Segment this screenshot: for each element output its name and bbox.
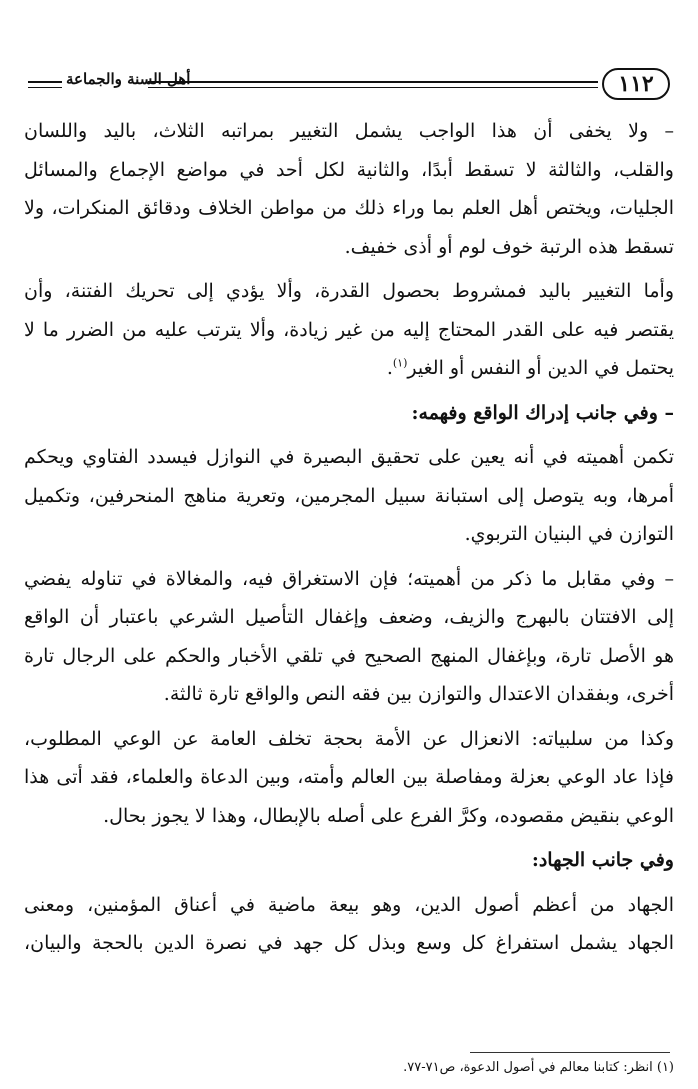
line-tail: . (386, 357, 393, 379)
text-line: التوازن في البنيان التربوي. (464, 523, 674, 545)
page-header (28, 64, 670, 108)
text-line: إلى الافتتان بالبهرج والزيف، وضعف وإغفال التأصيل الشرعي باعتبار أن الواقع (24, 606, 674, 628)
text-line: – ولا يخفى أن هذا الواجب يشمل التغيير بمراتبه الثلاث، باليد واللسان (24, 120, 674, 142)
text-line: الجهاد من أعظم أصول الدين، وهو بيعة ماضية في أعناق المؤمنين، ومعنى (24, 893, 674, 916)
text-line (24, 349, 674, 388)
footnote-ref[interactable]: (١) (392, 356, 408, 370)
text-line: والقلب، والثالثة لا تسقط أبدًا، والثانية لكل أحد في مواضع الإجماع والمسائل (24, 158, 674, 181)
header-rule (148, 81, 598, 88)
section-heading: – وفي جانب إدراك الواقع وفهمه: (411, 401, 674, 424)
text-line: هو الأصل تارة، وبإغفال المنهج الصحيح في تلقي الأخبار والحكم على الرجال تارة (24, 644, 674, 667)
text-line: الجليات، ويختص أهل العلم بما وراء ذلك من مواطن الخلاف ودقائق المنكرات، ولا (24, 197, 674, 219)
text-line: أمرها، وبه يتوصل إلى استبانة سبيل المجرمين، وتعرية مناهج المنحرفين، وتكميل (24, 484, 674, 507)
paragraph (24, 720, 674, 836)
text-line: الجهاد يشمل استفراغ كل وسع وبذل كل جهد في نصرة الدين بالحجة والبيان، (24, 932, 674, 954)
page-body (24, 112, 674, 969)
paragraph (24, 886, 674, 963)
header-rule-short (28, 81, 62, 88)
text-line: الوعي بنقيض مقصوده، وكرَّ الفرع على أصله بالإبطال، وهذا لا يجوز بحال. (103, 804, 674, 827)
section-heading: وفي جانب الجهاد: (531, 849, 674, 871)
text-line: وكذا من سلبياته: الانعزال عن الأمة بحجة تخلف العامة عن الوعي المطلوب، (24, 727, 674, 750)
paragraph (24, 560, 674, 714)
text-line: وأما التغيير باليد فمشروط بحصول القدرة، وألا يؤدي إلى تحريك الفتنة، وأن (24, 280, 674, 302)
footnote-divider (470, 1052, 670, 1053)
paragraph (24, 438, 674, 554)
text-line: تسقط هذه الرتبة خوف لوم أو أذى خفيف. (344, 235, 674, 258)
page-number: ١١٢ (602, 68, 670, 100)
text-line: أخرى، وبفقدان الاعتدال والتوازن بين فقه النص والواقع تارة ثالثة. (163, 683, 674, 705)
paragraph (24, 112, 674, 266)
paragraph (24, 272, 674, 388)
text-line: تكمن أهميته في أنه يعين على تحقيق البصيرة في النوازل فيسدد الفتاوي ويحكم (24, 446, 674, 468)
text-line: فإذا عاد الوعي بعزلة ومفاصلة بين العالم وأمته، وبين الدعاة والعلماء، فقد أتى هذا (24, 766, 674, 788)
footnote: (١) انظر: كتابنا معالم في أصول الدعوة، ص٧١-٧٧. (403, 1060, 674, 1075)
text-line: يقتصر فيه على القدر المحتاج إليه من غير زيادة، وألا يترتب عليه من الضرر ما لا (24, 318, 674, 341)
running-title: أهل السنة والجماعة (66, 70, 191, 88)
text-line: – وفي مقابل ما ذكر من أهميته؛ فإن الاستغراق فيه، والمغالاة في تناوله يفضي (24, 567, 674, 590)
line-text: يحتمل في الدين أو النفس أو الغير (407, 357, 674, 379)
